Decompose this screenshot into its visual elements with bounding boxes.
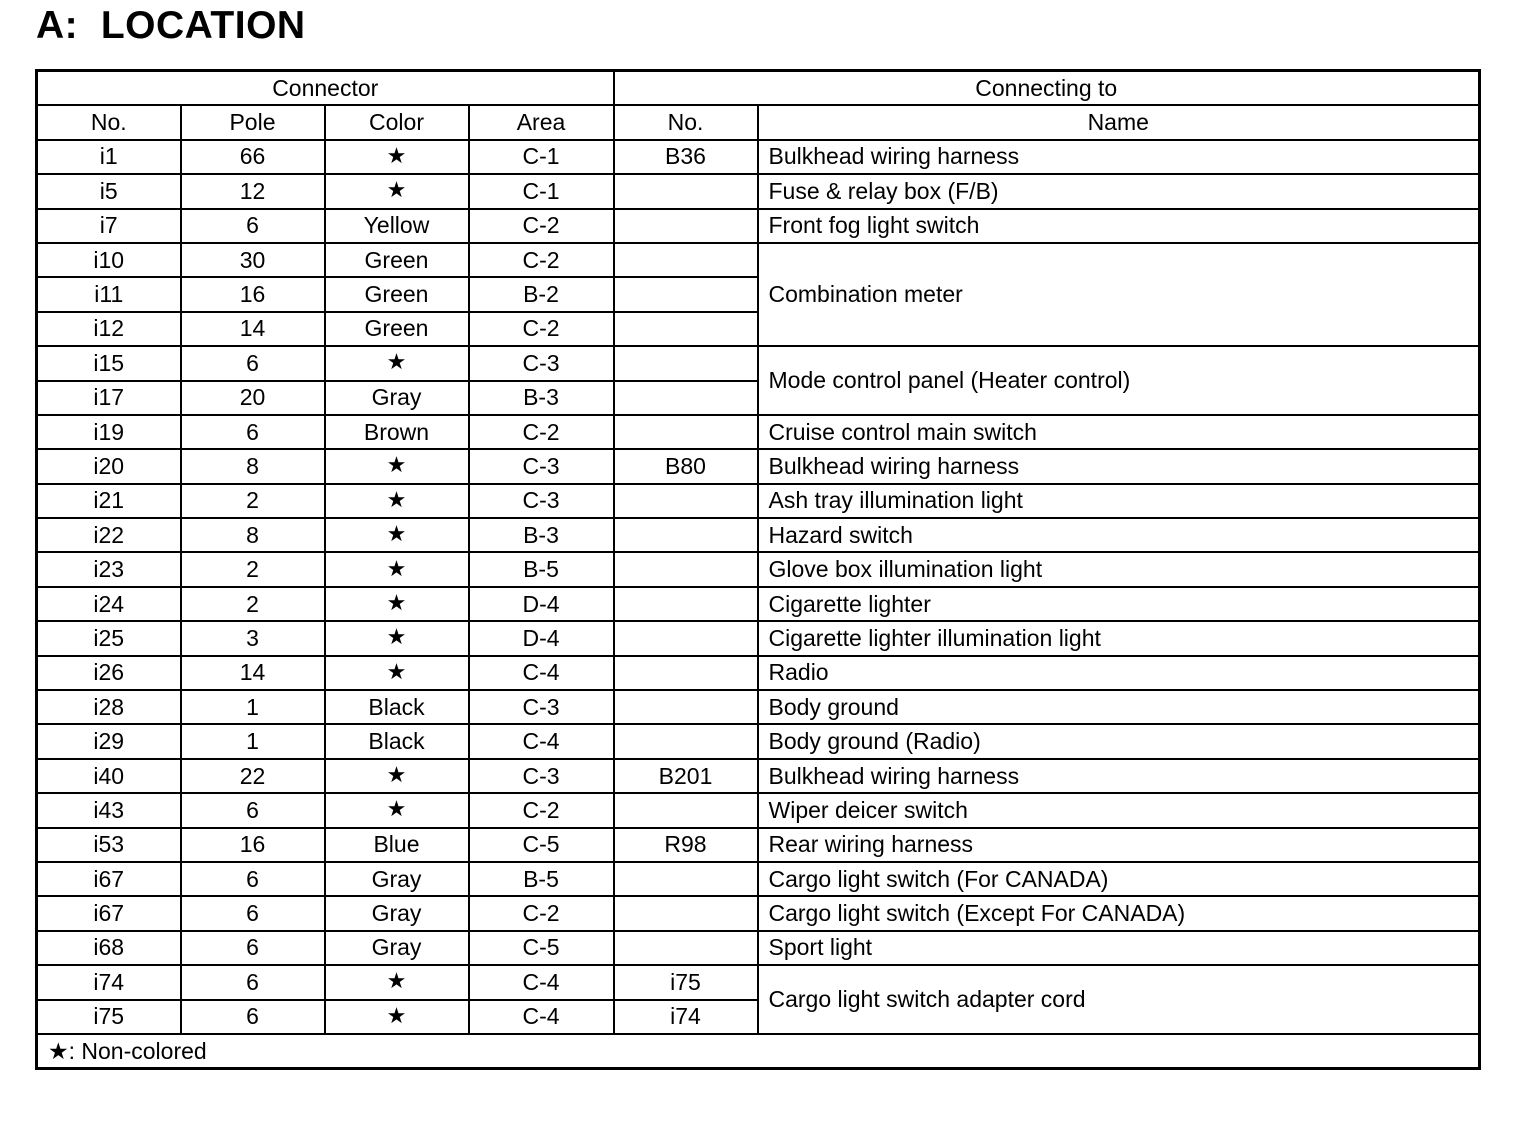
cell-no: i26 — [37, 656, 181, 690]
cell-color: Gray — [325, 931, 469, 965]
table-row — [37, 621, 1480, 655]
cell-no: i19 — [37, 415, 181, 449]
table-row — [37, 896, 1480, 930]
cell-pole: 6 — [181, 793, 325, 827]
cell-area: C-2 — [469, 793, 614, 827]
cell-no: i75 — [37, 1000, 181, 1034]
cell-color: Gray — [325, 896, 469, 930]
footnote-row — [37, 1034, 1480, 1069]
cell-area: B-3 — [469, 381, 614, 415]
cell-pole: 6 — [181, 896, 325, 930]
connector-group-header: Connector — [37, 71, 614, 106]
cell-area: C-1 — [469, 174, 614, 208]
cell-no: i12 — [37, 312, 181, 346]
cell-area: C-2 — [469, 312, 614, 346]
cell-area: C-3 — [469, 449, 614, 483]
cell-no: i67 — [37, 862, 181, 896]
cell-area: D-4 — [469, 621, 614, 655]
cell-color: ★ — [325, 1000, 469, 1034]
cell-color: Gray — [325, 862, 469, 896]
cell-area: C-3 — [469, 484, 614, 518]
column-header-to-no: No. — [614, 105, 758, 139]
cell-pole: 22 — [181, 759, 325, 793]
cell-area: C-4 — [469, 1000, 614, 1034]
cell-to-no — [614, 518, 758, 552]
cell-area: C-3 — [469, 346, 614, 380]
cell-area: B-5 — [469, 552, 614, 586]
cell-color: ★ — [325, 449, 469, 483]
cell-to-no: B36 — [614, 140, 758, 174]
table-row — [37, 346, 1480, 380]
cell-color: ★ — [325, 174, 469, 208]
cell-no: i5 — [37, 174, 181, 208]
cell-pole: 1 — [181, 690, 325, 724]
cell-name: Cargo light switch adapter cord — [758, 965, 1480, 1034]
table-row — [37, 552, 1480, 586]
cell-name: Body ground — [758, 690, 1480, 724]
cell-to-no — [614, 621, 758, 655]
table-row — [37, 587, 1480, 621]
cell-color: Blue — [325, 828, 469, 862]
cell-color: Black — [325, 724, 469, 758]
cell-to-no — [614, 896, 758, 930]
cell-to-no: i75 — [614, 965, 758, 999]
cell-color: ★ — [325, 140, 469, 174]
cell-area: C-2 — [469, 415, 614, 449]
table-row — [37, 793, 1480, 827]
cell-no: i22 — [37, 518, 181, 552]
cell-area: C-5 — [469, 931, 614, 965]
cell-area: C-1 — [469, 140, 614, 174]
cell-to-no — [614, 690, 758, 724]
cell-pole: 2 — [181, 484, 325, 518]
cell-no: i43 — [37, 793, 181, 827]
cell-pole: 16 — [181, 277, 325, 311]
cell-to-no — [614, 587, 758, 621]
cell-name: Body ground (Radio) — [758, 724, 1480, 758]
cell-area: C-4 — [469, 965, 614, 999]
cell-area: D-4 — [469, 587, 614, 621]
cell-no: i23 — [37, 552, 181, 586]
column-header-row — [37, 105, 1480, 139]
table-row — [37, 690, 1480, 724]
cell-no: i53 — [37, 828, 181, 862]
cell-name: Fuse & relay box (F/B) — [758, 174, 1480, 208]
cell-to-no: B80 — [614, 449, 758, 483]
cell-pole: 6 — [181, 415, 325, 449]
cell-pole: 6 — [181, 862, 325, 896]
cell-no: i1 — [37, 140, 181, 174]
cell-to-no — [614, 209, 758, 243]
cell-to-no — [614, 862, 758, 896]
cell-to-no — [614, 277, 758, 311]
cell-pole: 8 — [181, 449, 325, 483]
cell-area: B-3 — [469, 518, 614, 552]
cell-no: i25 — [37, 621, 181, 655]
table-row — [37, 174, 1480, 208]
table-row — [37, 449, 1480, 483]
cell-color: ★ — [325, 621, 469, 655]
cell-color: Green — [325, 243, 469, 277]
cell-pole: 6 — [181, 965, 325, 999]
cell-pole: 6 — [181, 346, 325, 380]
cell-color: ★ — [325, 518, 469, 552]
table-row — [37, 828, 1480, 862]
cell-name: Glove box illumination light — [758, 552, 1480, 586]
table-row — [37, 759, 1480, 793]
cell-color: ★ — [325, 759, 469, 793]
group-header-row — [37, 71, 1480, 106]
cell-to-no — [614, 243, 758, 277]
cell-name: Bulkhead wiring harness — [758, 449, 1480, 483]
cell-name: Bulkhead wiring harness — [758, 759, 1480, 793]
cell-no: i11 — [37, 277, 181, 311]
cell-pole: 6 — [181, 1000, 325, 1034]
cell-no: i29 — [37, 724, 181, 758]
cell-color: Green — [325, 277, 469, 311]
cell-to-no — [614, 724, 758, 758]
cell-to-no — [614, 793, 758, 827]
cell-name: Cruise control main switch — [758, 415, 1480, 449]
cell-color: ★ — [325, 346, 469, 380]
cell-name: Cargo light switch (For CANADA) — [758, 862, 1480, 896]
table-row — [37, 724, 1480, 758]
cell-name: Mode control panel (Heater control) — [758, 346, 1480, 415]
cell-to-no: R98 — [614, 828, 758, 862]
cell-area: C-2 — [469, 896, 614, 930]
footnote: ★: Non-colored — [37, 1034, 1480, 1069]
cell-color: ★ — [325, 656, 469, 690]
cell-to-no — [614, 552, 758, 586]
cell-pole: 8 — [181, 518, 325, 552]
cell-color: ★ — [325, 587, 469, 621]
cell-area: C-3 — [469, 690, 614, 724]
column-header-pole: Pole — [181, 105, 325, 139]
cell-name: Cargo light switch (Except For CANADA) — [758, 896, 1480, 930]
connecting-to-group-header: Connecting to — [614, 71, 1480, 106]
cell-name: Radio — [758, 656, 1480, 690]
cell-no: i15 — [37, 346, 181, 380]
table-row — [37, 243, 1480, 277]
cell-pole: 6 — [181, 931, 325, 965]
cell-no: i67 — [37, 896, 181, 930]
cell-name: Hazard switch — [758, 518, 1480, 552]
cell-no: i74 — [37, 965, 181, 999]
cell-no: i40 — [37, 759, 181, 793]
table-row — [37, 415, 1480, 449]
cell-area: C-5 — [469, 828, 614, 862]
cell-color: Green — [325, 312, 469, 346]
cell-to-no — [614, 656, 758, 690]
table-row — [37, 140, 1480, 174]
cell-no: i7 — [37, 209, 181, 243]
cell-color: ★ — [325, 793, 469, 827]
cell-no: i68 — [37, 931, 181, 965]
cell-area: B-5 — [469, 862, 614, 896]
cell-area: C-2 — [469, 209, 614, 243]
cell-area: C-4 — [469, 724, 614, 758]
cell-pole: 6 — [181, 209, 325, 243]
connector-location-table — [35, 69, 1481, 1070]
cell-pole: 16 — [181, 828, 325, 862]
cell-color: ★ — [325, 484, 469, 518]
cell-color: Yellow — [325, 209, 469, 243]
cell-no: i28 — [37, 690, 181, 724]
cell-pole: 30 — [181, 243, 325, 277]
cell-pole: 3 — [181, 621, 325, 655]
cell-name: Combination meter — [758, 243, 1480, 346]
cell-pole: 12 — [181, 174, 325, 208]
cell-pole: 20 — [181, 381, 325, 415]
cell-color: Brown — [325, 415, 469, 449]
cell-color: ★ — [325, 552, 469, 586]
cell-area: C-4 — [469, 656, 614, 690]
cell-color: Black — [325, 690, 469, 724]
cell-name: Front fog light switch — [758, 209, 1480, 243]
table-row — [37, 656, 1480, 690]
cell-no: i21 — [37, 484, 181, 518]
cell-to-no — [614, 381, 758, 415]
cell-pole: 1 — [181, 724, 325, 758]
cell-no: i20 — [37, 449, 181, 483]
column-header-name: Name — [758, 105, 1480, 139]
cell-no: i24 — [37, 587, 181, 621]
cell-color: Gray — [325, 381, 469, 415]
cell-no: i10 — [37, 243, 181, 277]
table-row — [37, 209, 1480, 243]
table-row — [37, 931, 1480, 965]
cell-name: Wiper deicer switch — [758, 793, 1480, 827]
column-header-no: No. — [37, 105, 181, 139]
cell-to-no — [614, 346, 758, 380]
cell-to-no — [614, 931, 758, 965]
cell-to-no: B201 — [614, 759, 758, 793]
cell-to-no: i74 — [614, 1000, 758, 1034]
cell-area: C-2 — [469, 243, 614, 277]
cell-pole: 66 — [181, 140, 325, 174]
cell-name: Cigarette lighter — [758, 587, 1480, 621]
cell-to-no — [614, 174, 758, 208]
cell-to-no — [614, 484, 758, 518]
cell-name: Rear wiring harness — [758, 828, 1480, 862]
cell-to-no — [614, 415, 758, 449]
table-row — [37, 484, 1480, 518]
cell-name: Bulkhead wiring harness — [758, 140, 1480, 174]
table-row — [37, 965, 1480, 999]
cell-pole: 14 — [181, 312, 325, 346]
page-title: A: LOCATION — [36, 4, 306, 47]
cell-name: Ash tray illumination light — [758, 484, 1480, 518]
cell-to-no — [614, 312, 758, 346]
cell-name: Cigarette lighter illumination light — [758, 621, 1480, 655]
column-header-color: Color — [325, 105, 469, 139]
table-row — [37, 862, 1480, 896]
cell-name: Sport light — [758, 931, 1480, 965]
cell-area: C-3 — [469, 759, 614, 793]
cell-pole: 2 — [181, 552, 325, 586]
cell-color: ★ — [325, 965, 469, 999]
cell-no: i17 — [37, 381, 181, 415]
cell-area: B-2 — [469, 277, 614, 311]
column-header-area: Area — [469, 105, 614, 139]
cell-pole: 14 — [181, 656, 325, 690]
table-row — [37, 518, 1480, 552]
cell-pole: 2 — [181, 587, 325, 621]
